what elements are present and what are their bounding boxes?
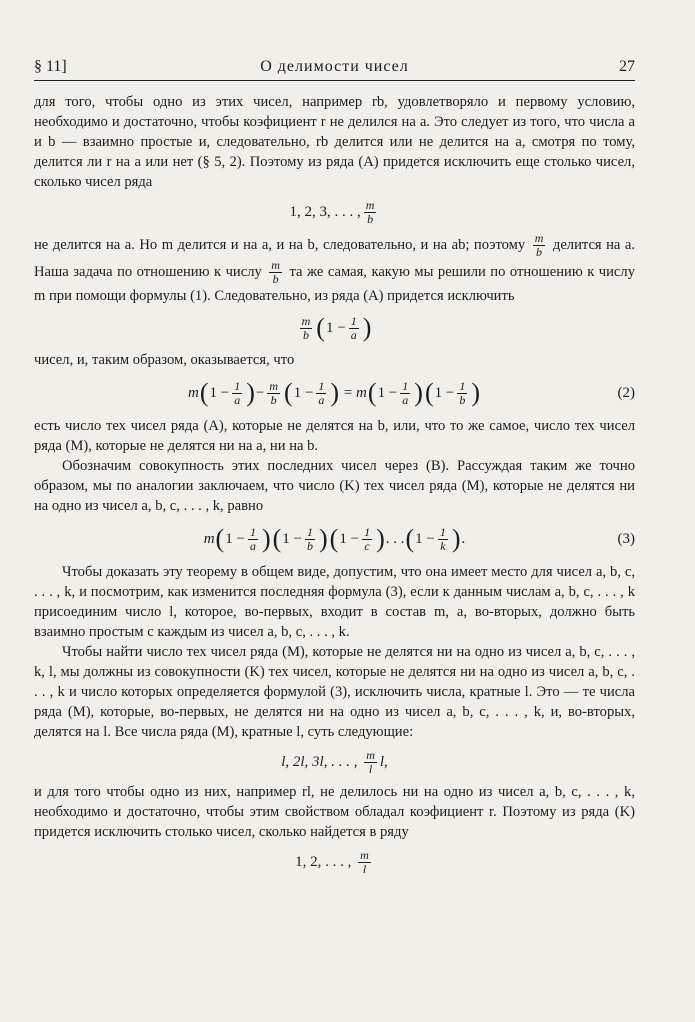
equation-series-1: 1, 2, 3, . . . , $\frac{m}{b}$ [289,197,375,226]
paragraph: есть число тех чисел ряда (A), которые не делятся на b, или, что то же самое, число тех чисел ряда (M), которые не делятся ни на a, ни на b. [34,418,635,454]
running-title: О делимости чисел [260,58,409,75]
fraction: $\frac{m}{b}$ [365,197,375,226]
running-header [34,58,635,81]
fraction: $\frac{m}{b}$ [534,231,544,259]
equation-number: (3) [617,531,635,547]
equation-2: m ( 1 − $\frac{1}{a}$ ) − $\frac{m}{b}$ ( 1 − $\frac{1}{a}$ ) = m ( 1 − $\frac{1}{a}$ ) ( 1 − $\frac{1}{b}$ ) (2) [187,378,635,407]
paragraph: не делится на a. Но m делится и на a, и на b, следовательно, и на ab; поэтому $\frac{m}{b}$ делится на a. Наша задача по отношению к числу $\frac{m}{b}$ та же самая, какую мы решили по отношению к числу m при помощи формулы (1). Следовательно, из ряда (A) придется исключить [34,231,636,304]
page-body [34,92,635,882]
section-number: § 11] [34,58,67,75]
fraction: $\frac{m}{b}$ [271,258,280,286]
equation-3: m ( 1 − $\frac{1}{a}$ ) ( 1 − $\frac{1}{b}$ ) ( 1 − $\frac{1}{c}$ ) . . . ( 1 − $\frac{1}{k}$ ) . (3) [203,524,635,553]
equation-series-l: l, 2l, 3l, . . . , $\frac{m}{l}$ l , [281,747,388,776]
paragraph: чисел, и, таким образом, оказывается, что [34,352,295,368]
equation-number: (2) [617,385,635,401]
equation-series-2: 1, 2, . . . , $\frac{m}{l}$ [295,847,369,876]
paragraph: Чтобы найти число тех чисел ряда (M), которые не делятся ни на одно из чисел a, b, c, . . . , k, l, мы должны из совокупности (K) тех чисел, которые не делятся ни на одно из чисел a, b, c, . . . , k и число которых определяется формулой (3), исключить числа, кратные l. Это — те числа ряда (M), которые, во-первых, не делятся ни на одно из чисел a, b, c, . . . , k, и, во-вторых, делятся на l. Все числа ряда (M), кратные l, суть следующие: [34,644,635,740]
paragraph: Чтобы доказать эту теорему в общем виде, допустим, что она имеет место для чисел a, b, c, . . . , k, и посмотрим, как изменится последняя формула (3), если к данным числам a, b, c, . . . , k присоединим число l, которое, во-первых, входит в состав m, а, во-вторых, должно быть взаимно простым с каждым из чисел a, b, c, . . . , k. [34,564,635,640]
paragraph: и для того чтобы одно из них, например rl, не делилось ни на одно из чисел a, b, c, . . . , k, необходимо и достаточно, чтобы этим свойством обладал коэфициент r. Поэтому из ряда (K) придется исключить столько чисел, сколько найдется в ряду [34,784,635,840]
paragraph: Обозначим совокупность этих последних чисел через (B). Рассуждая таким же точно образом, мы по аналогии заключаем, что число (K) тех чисел ряда (M), которые не делятся ни на одно из чисел a, b, c, . . . , k, равно [34,458,635,514]
paragraph: для того, чтобы одно из этих чисел, например rb, удовлетворяло и первому условию, необходимо и достаточно, чтобы коэфициент r не делился на a. Это следует из того, что числа a и b — взаимно простые и, следовательно, rb делится или не делится на a, смотря по тому, делится ли r на a или нет (§ 5, 2). Поэтому из ряда (A) придется исключить еще столько чисел, сколько чисел ряда [34,94,635,190]
equation-m-over-b: $\frac{m}{b}$ ( 1 − $\frac{1}{a}$ ) [301,313,372,342]
page-number: 27 [619,58,635,75]
